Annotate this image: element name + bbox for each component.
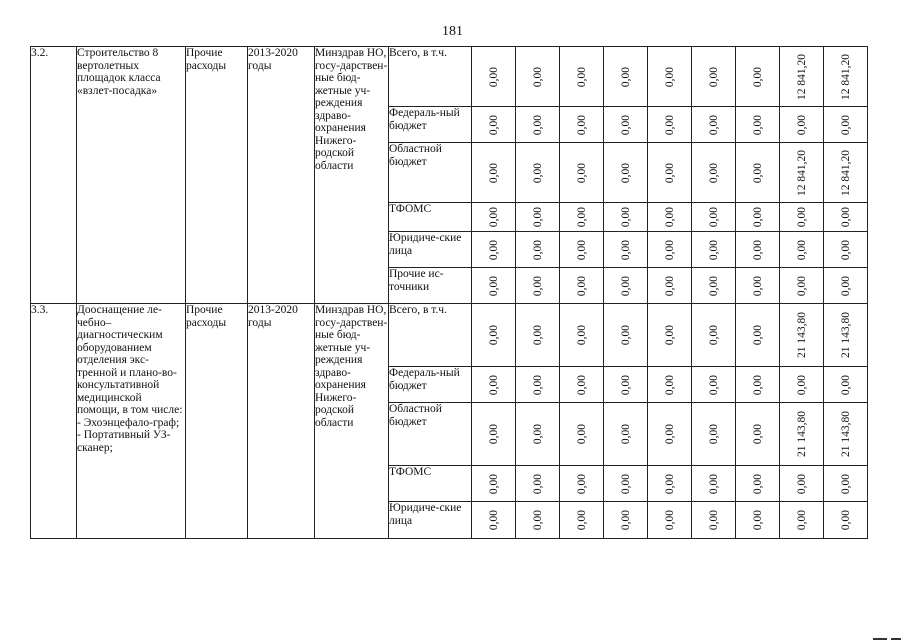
value-cell xyxy=(560,466,604,502)
value-cell xyxy=(824,367,868,403)
value-text: 0,00 xyxy=(575,473,588,494)
value-text: 0,00 xyxy=(751,162,764,183)
value-cell xyxy=(780,304,824,367)
value-text: 0,00 xyxy=(575,324,588,346)
value-cell xyxy=(560,143,604,203)
value-cell xyxy=(560,107,604,143)
value-cell xyxy=(736,367,780,403)
value-text: 0,00 xyxy=(619,324,632,346)
value-text: 0,00 xyxy=(707,473,720,494)
value-text: 0,00 xyxy=(663,509,676,531)
value-cell xyxy=(560,403,604,466)
funding-source: Юридиче-ские лица xyxy=(389,232,472,268)
period: 2013-2020 годы xyxy=(248,304,315,539)
value-cell xyxy=(692,367,736,403)
value-cell xyxy=(648,203,692,232)
value-cell xyxy=(692,304,736,367)
value-cell xyxy=(604,466,648,502)
value-cell xyxy=(780,47,824,107)
value-text: 0,00 xyxy=(619,473,632,494)
funding-source: Областной бюджет xyxy=(389,403,472,466)
value-cell xyxy=(516,268,560,304)
value-text: 0,00 xyxy=(619,509,632,531)
value-cell xyxy=(516,232,560,268)
value-cell xyxy=(824,403,868,466)
value-cell xyxy=(780,232,824,268)
value-text: 0,00 xyxy=(487,114,500,135)
page-number: 181 xyxy=(442,24,463,39)
value-cell xyxy=(648,232,692,268)
value-cell xyxy=(648,304,692,367)
value-cell xyxy=(692,466,736,502)
funding-source: ТФОМС xyxy=(389,203,472,232)
value-cell xyxy=(472,466,516,502)
value-text: 0,00 xyxy=(575,509,588,531)
value-text: 0,00 xyxy=(663,66,676,87)
value-text: 0,00 xyxy=(795,239,808,260)
value-cell xyxy=(472,268,516,304)
value-text: 0,00 xyxy=(751,66,764,87)
value-cell xyxy=(780,107,824,143)
value-cell xyxy=(472,304,516,367)
funding-source: Прочие ис-точники xyxy=(389,268,472,304)
value-text: 0,00 xyxy=(751,324,764,346)
funding-source: Федераль-ный бюджет xyxy=(389,367,472,403)
value-text: 0,00 xyxy=(487,374,500,395)
value-cell xyxy=(780,502,824,539)
value-text: 0,00 xyxy=(795,473,808,494)
value-text: 0,00 xyxy=(751,473,764,494)
value-cell xyxy=(824,466,868,502)
value-text: 0,00 xyxy=(531,162,544,183)
value-cell xyxy=(692,232,736,268)
item-number: 3.3. xyxy=(31,304,77,539)
value-text: 0,00 xyxy=(531,374,544,395)
value-cell xyxy=(780,466,824,502)
period: 2013-2020 годы xyxy=(248,47,315,304)
item-number: 3.2. xyxy=(31,47,77,304)
value-cell xyxy=(472,367,516,403)
value-cell xyxy=(648,47,692,107)
value-text: 0,00 xyxy=(619,275,632,296)
value-text: 12 841,20 xyxy=(795,53,808,100)
value-text: 0,00 xyxy=(575,162,588,183)
value-text: 0,00 xyxy=(487,275,500,296)
funding-source: ТФОМС xyxy=(389,466,472,502)
value-text: 0,00 xyxy=(487,162,500,183)
value-cell xyxy=(692,47,736,107)
value-cell xyxy=(604,107,648,143)
value-text: 0,00 xyxy=(751,374,764,395)
value-text: 0,00 xyxy=(575,423,588,445)
value-text: 0,00 xyxy=(839,239,852,260)
value-text: 0,00 xyxy=(751,509,764,531)
value-text: 0,00 xyxy=(531,275,544,296)
funding-source: Федераль-ный бюджет xyxy=(389,107,472,143)
value-cell xyxy=(736,502,780,539)
value-cell xyxy=(736,466,780,502)
value-text: 12 841,20 xyxy=(839,149,852,196)
value-text: 0,00 xyxy=(487,239,500,260)
value-cell xyxy=(648,367,692,403)
value-text: 0,00 xyxy=(619,374,632,395)
value-text: 0,00 xyxy=(751,275,764,296)
funding-source: Всего, в т.ч. xyxy=(389,47,472,107)
value-text: 21 143,80 xyxy=(795,411,808,457)
value-text: 0,00 xyxy=(619,239,632,260)
value-text: 0,00 xyxy=(531,324,544,346)
value-cell xyxy=(516,466,560,502)
value-cell xyxy=(560,304,604,367)
value-text: 0,00 xyxy=(531,66,544,87)
value-text: 21 143,80 xyxy=(795,312,808,358)
value-text: 0,00 xyxy=(663,239,676,260)
value-text: 0,00 xyxy=(531,473,544,494)
value-cell xyxy=(604,304,648,367)
value-text: 0,00 xyxy=(839,206,852,228)
budget-table xyxy=(30,46,868,539)
value-text: 0,00 xyxy=(707,114,720,135)
value-text: 0,00 xyxy=(839,374,852,395)
funding-source: Всего, в т.ч. xyxy=(389,304,472,367)
value-cell xyxy=(780,203,824,232)
value-cell xyxy=(516,367,560,403)
value-text: 0,00 xyxy=(795,509,808,531)
value-cell xyxy=(692,268,736,304)
value-cell xyxy=(472,403,516,466)
value-text: 0,00 xyxy=(707,239,720,260)
value-cell xyxy=(604,502,648,539)
value-text: 0,00 xyxy=(575,239,588,260)
value-cell xyxy=(472,47,516,107)
value-text: 0,00 xyxy=(531,206,544,228)
value-cell xyxy=(736,268,780,304)
value-cell xyxy=(604,403,648,466)
value-cell xyxy=(824,304,868,367)
value-cell xyxy=(736,143,780,203)
value-text: 12 841,20 xyxy=(839,53,852,100)
value-cell xyxy=(780,403,824,466)
value-text: 0,00 xyxy=(707,66,720,87)
value-text: 0,00 xyxy=(707,206,720,228)
value-text: 0,00 xyxy=(707,423,720,445)
value-text: 0,00 xyxy=(839,114,852,135)
value-text: 0,00 xyxy=(751,423,764,445)
value-text: 0,00 xyxy=(531,239,544,260)
value-text: 0,00 xyxy=(619,206,632,228)
value-text: 0,00 xyxy=(707,509,720,531)
value-text: 0,00 xyxy=(795,275,808,296)
value-cell xyxy=(736,107,780,143)
value-text: 0,00 xyxy=(839,473,852,494)
value-text: 0,00 xyxy=(707,162,720,183)
value-text: 21 143,80 xyxy=(839,312,852,358)
value-cell xyxy=(604,47,648,107)
value-text: 0,00 xyxy=(575,275,588,296)
value-text: 0,00 xyxy=(707,275,720,296)
value-text: 0,00 xyxy=(663,423,676,445)
item-name: Дооснащение ле-чебно–диагностическим оборудованием отделения экс-тренной и плано-во-консультативной медицинской помощи, в том числе: - Эхоэнцефало-граф; - Портативный УЗ-сканер; xyxy=(77,304,186,539)
expense-type: Прочие расходы xyxy=(186,47,248,304)
value-text: 0,00 xyxy=(619,66,632,87)
value-cell xyxy=(516,502,560,539)
value-cell xyxy=(516,203,560,232)
value-cell xyxy=(780,143,824,203)
value-text: 0,00 xyxy=(663,162,676,183)
value-text: 0,00 xyxy=(487,206,500,228)
value-text: 0,00 xyxy=(531,114,544,135)
value-cell xyxy=(648,502,692,539)
value-text: 12 841,20 xyxy=(795,149,808,196)
value-cell xyxy=(692,203,736,232)
value-cell xyxy=(560,367,604,403)
value-text: 0,00 xyxy=(707,324,720,346)
value-text: 0,00 xyxy=(487,66,500,87)
value-text: 0,00 xyxy=(619,114,632,135)
value-text: 21 143,80 xyxy=(839,411,852,457)
value-cell xyxy=(824,502,868,539)
value-text: 0,00 xyxy=(751,206,764,228)
value-cell xyxy=(516,107,560,143)
value-text: 0,00 xyxy=(751,239,764,260)
value-text: 0,00 xyxy=(531,423,544,445)
value-text: 0,00 xyxy=(575,114,588,135)
value-cell xyxy=(560,502,604,539)
value-cell xyxy=(824,143,868,203)
item-name: Строительство 8 вертолетных площадок класса «взлет-посадка» xyxy=(77,47,186,304)
value-cell xyxy=(472,502,516,539)
value-cell xyxy=(648,107,692,143)
table-row xyxy=(31,304,868,367)
expense-type: Прочие расходы xyxy=(186,304,248,539)
value-text: 0,00 xyxy=(795,206,808,228)
value-cell xyxy=(692,107,736,143)
value-text: 0,00 xyxy=(619,162,632,183)
value-text: 0,00 xyxy=(487,324,500,346)
value-cell xyxy=(736,232,780,268)
value-cell xyxy=(736,304,780,367)
value-cell xyxy=(692,403,736,466)
table-row xyxy=(31,47,868,107)
value-cell xyxy=(648,143,692,203)
value-text: 0,00 xyxy=(663,473,676,494)
value-cell xyxy=(560,47,604,107)
value-text: 0,00 xyxy=(751,114,764,135)
value-cell xyxy=(736,203,780,232)
executor: Минздрав НО, госу-дарствен-ные бюд-жетные уч-реждения здраво-охранения Нижего-родской области xyxy=(315,47,389,304)
value-text: 0,00 xyxy=(839,275,852,296)
value-text: 0,00 xyxy=(575,206,588,228)
funding-source: Юридиче-ские лица xyxy=(389,502,472,539)
value-text: 0,00 xyxy=(663,114,676,135)
value-cell xyxy=(824,268,868,304)
funding-source: Областной бюджет xyxy=(389,143,472,203)
value-text: 0,00 xyxy=(487,473,500,494)
value-text: 0,00 xyxy=(531,509,544,531)
value-text: 0,00 xyxy=(663,324,676,346)
value-text: 0,00 xyxy=(663,206,676,228)
value-cell xyxy=(648,268,692,304)
value-text: 0,00 xyxy=(619,423,632,445)
value-cell xyxy=(648,403,692,466)
value-text: 0,00 xyxy=(487,509,500,531)
value-text: 0,00 xyxy=(487,423,500,445)
value-cell xyxy=(516,143,560,203)
value-cell xyxy=(604,232,648,268)
value-cell xyxy=(604,268,648,304)
value-cell xyxy=(516,47,560,107)
value-cell xyxy=(736,403,780,466)
value-text: 0,00 xyxy=(663,275,676,296)
value-cell xyxy=(824,107,868,143)
value-text: 0,00 xyxy=(663,374,676,395)
value-cell xyxy=(560,232,604,268)
executor: Минздрав НО, госу-дарствен-ные бюд-жетные уч-реждения здраво-охранения Нижего-родской области xyxy=(315,304,389,539)
value-cell xyxy=(560,268,604,304)
value-text: 0,00 xyxy=(575,66,588,87)
value-cell xyxy=(604,203,648,232)
value-cell xyxy=(824,47,868,107)
value-cell xyxy=(824,232,868,268)
value-cell xyxy=(604,367,648,403)
value-cell xyxy=(780,268,824,304)
value-text: 0,00 xyxy=(575,374,588,395)
value-cell xyxy=(516,304,560,367)
value-cell xyxy=(472,107,516,143)
value-text: 0,00 xyxy=(795,374,808,395)
value-cell xyxy=(560,203,604,232)
value-cell xyxy=(648,466,692,502)
value-cell xyxy=(516,403,560,466)
value-text: 0,00 xyxy=(795,114,808,135)
value-cell xyxy=(472,143,516,203)
value-cell xyxy=(472,203,516,232)
value-cell xyxy=(692,502,736,539)
value-cell xyxy=(824,203,868,232)
value-cell xyxy=(736,47,780,107)
value-cell xyxy=(604,143,648,203)
value-cell xyxy=(780,367,824,403)
value-text: 0,00 xyxy=(839,509,852,531)
value-cell xyxy=(472,232,516,268)
value-cell xyxy=(692,143,736,203)
value-text: 0,00 xyxy=(707,374,720,395)
